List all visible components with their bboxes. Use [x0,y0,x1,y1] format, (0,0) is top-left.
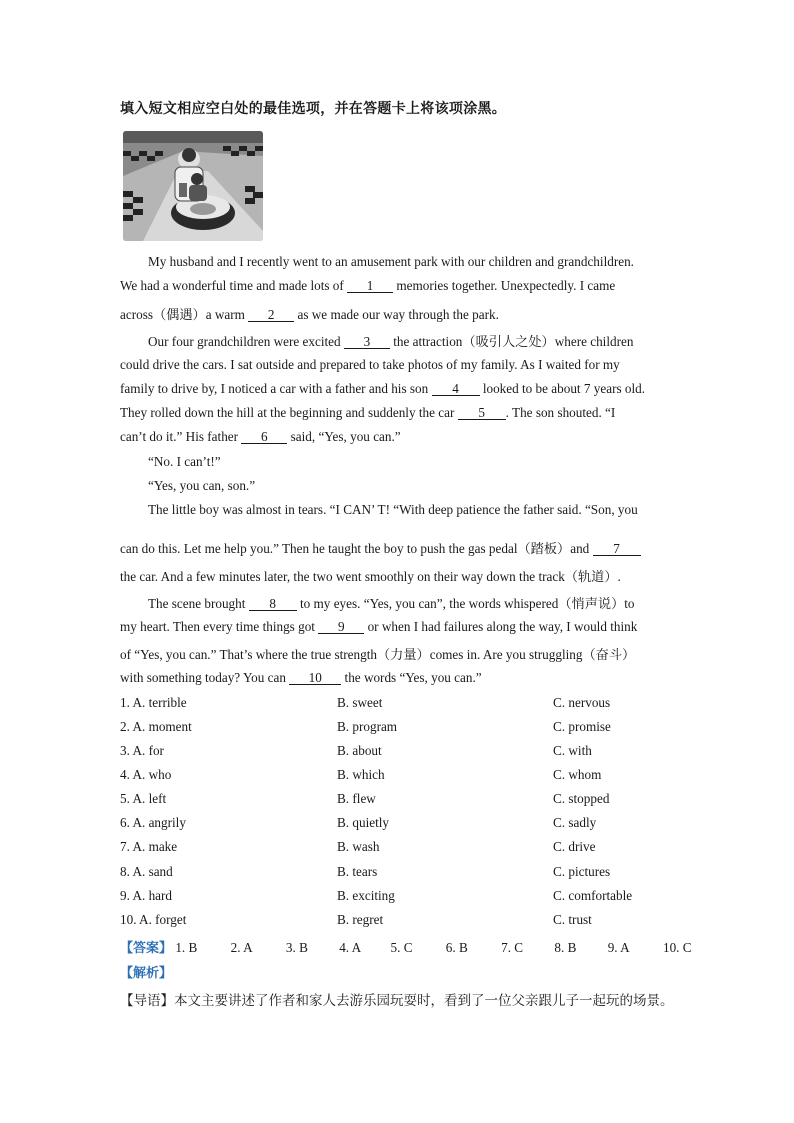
passage-line: of “Yes, you can.” That’s where the true strength（力量）comes in. Are you struggling（奋斗） [120,647,636,662]
option-c: C. whom [553,767,602,782]
passage-line: can’t do it.” His father 6 said, “Yes, you can.” [120,429,401,444]
blank-9: 9 [318,621,364,634]
blank-10: 10 [289,672,341,685]
passage-line: We had a wonderful time and made lots of 1 memories together. Unexpectedly. I came [120,278,616,293]
option-a: 10. A. forget [120,912,187,927]
option-b: B. tears [337,864,378,879]
analysis-label: 【解析】 [120,966,173,981]
option-a: 6. A. angrily [120,815,186,830]
passage-line: could drive the cars. I sat outside and prepared to take photos of my family. As I waited for my [120,357,620,372]
option-c: C. trust [553,912,592,927]
option-a: 3. A. for [120,743,164,758]
passage-line: The little boy was almost in tears. “I CAN’ T! “With deep patience the father said. “Son, you [148,502,638,517]
blank-4: 4 [432,383,480,396]
passage-line: The scene brought 8 to my eyes. “Yes, you can”, the words whispered（悄声说）to [148,596,635,611]
option-b: B. exciting [337,888,395,903]
instruction-text: 填入短文相应空白处的最佳选项，并在答题卡上将该项涂黑。 [120,101,507,117]
option-a: 5. A. left [120,791,167,806]
go-kart-photo [123,131,263,241]
answer-item: 8. B [554,940,577,955]
passage-line: They rolled down the hill at the beginning and suddenly the car 5 . The son shouted. “I [120,405,616,420]
passage-line: can do this. Let me help you.” Then he taught the boy to push the gas pedal（踏板）and 7 [120,538,641,557]
option-b: B. regret [337,912,384,927]
passage-line: my heart. Then every time things got 9 or when I had failures along the way, I would think [120,619,638,634]
answer-item: 7. C [501,940,524,955]
passage-line: “Yes, you can, son.” [148,478,256,493]
answer-item: 1. B [175,940,198,955]
blank-1: 1 [347,280,393,293]
option-b: B. about [337,743,382,758]
option-c: C. promise [553,719,611,734]
option-c: C. nervous [553,695,611,710]
passage-line: the car. And a few minutes later, the two went smoothly on their way down the track（轨道）. [120,569,621,584]
option-a: 9. A. hard [120,888,173,903]
answer-label: 【答案】 [120,941,173,956]
option-b: B. wash [337,839,380,854]
option-b: B. which [337,767,385,782]
answer-item: 6. B [445,940,468,955]
passage-line: “No. I can’t!” [148,454,221,469]
answer-item: 3. B [285,940,308,955]
answer-item: 2. A [230,940,253,955]
answer-item: 10. C [662,940,692,955]
guide-text: 【导语】本文主要讲述了作者和家人去游乐园玩耍时，看到了一位父亲跟儿子一起玩的场景。 [120,993,674,1009]
go-kart-icon [123,131,263,241]
passage-line: My husband and I recently went to an amusement park with our children and grandchildren. [148,254,634,269]
answer-item: 9. A [607,940,630,955]
blank-2: 2 [248,309,294,322]
option-b: B. quietly [337,815,390,830]
option-a: 1. A. terrible [120,695,187,710]
passage-line: Our four grandchildren were excited 3 the attraction（吸引人之处）where children [148,334,634,349]
option-a: 4. A. who [120,767,172,782]
option-b: B. program [337,719,398,734]
answer-item: 4. A [339,940,362,955]
option-c: C. comfortable [553,888,633,903]
option-b: B. sweet [337,695,383,710]
blank-3: 3 [344,336,390,349]
blank-8: 8 [249,598,297,611]
option-b: B. flew [337,791,376,806]
passage-line: across（偶遇）a warm 2 as we made our way through the park. [120,307,499,322]
option-a: 8. A. sand [120,864,173,879]
blank-5: 5 [458,407,506,420]
passage-line: with something today? You can 10 the words “Yes, you can.” [120,670,482,685]
answer-key [120,937,692,956]
option-c: C. stopped [553,791,610,806]
blank-6: 6 [241,431,287,444]
option-c: C. with [553,743,592,758]
option-a: 2. A. moment [120,719,192,734]
option-a: 7. A. make [120,839,178,854]
answer-item: 5. C [390,940,413,955]
option-c: C. sadly [553,815,597,830]
option-c: C. drive [553,839,596,854]
passage-line: family to drive by, I noticed a car with a father and his son 4 looked to be about 7 years old. [120,381,646,396]
option-c: C. pictures [553,864,611,879]
blank-7: 7 [593,543,641,556]
